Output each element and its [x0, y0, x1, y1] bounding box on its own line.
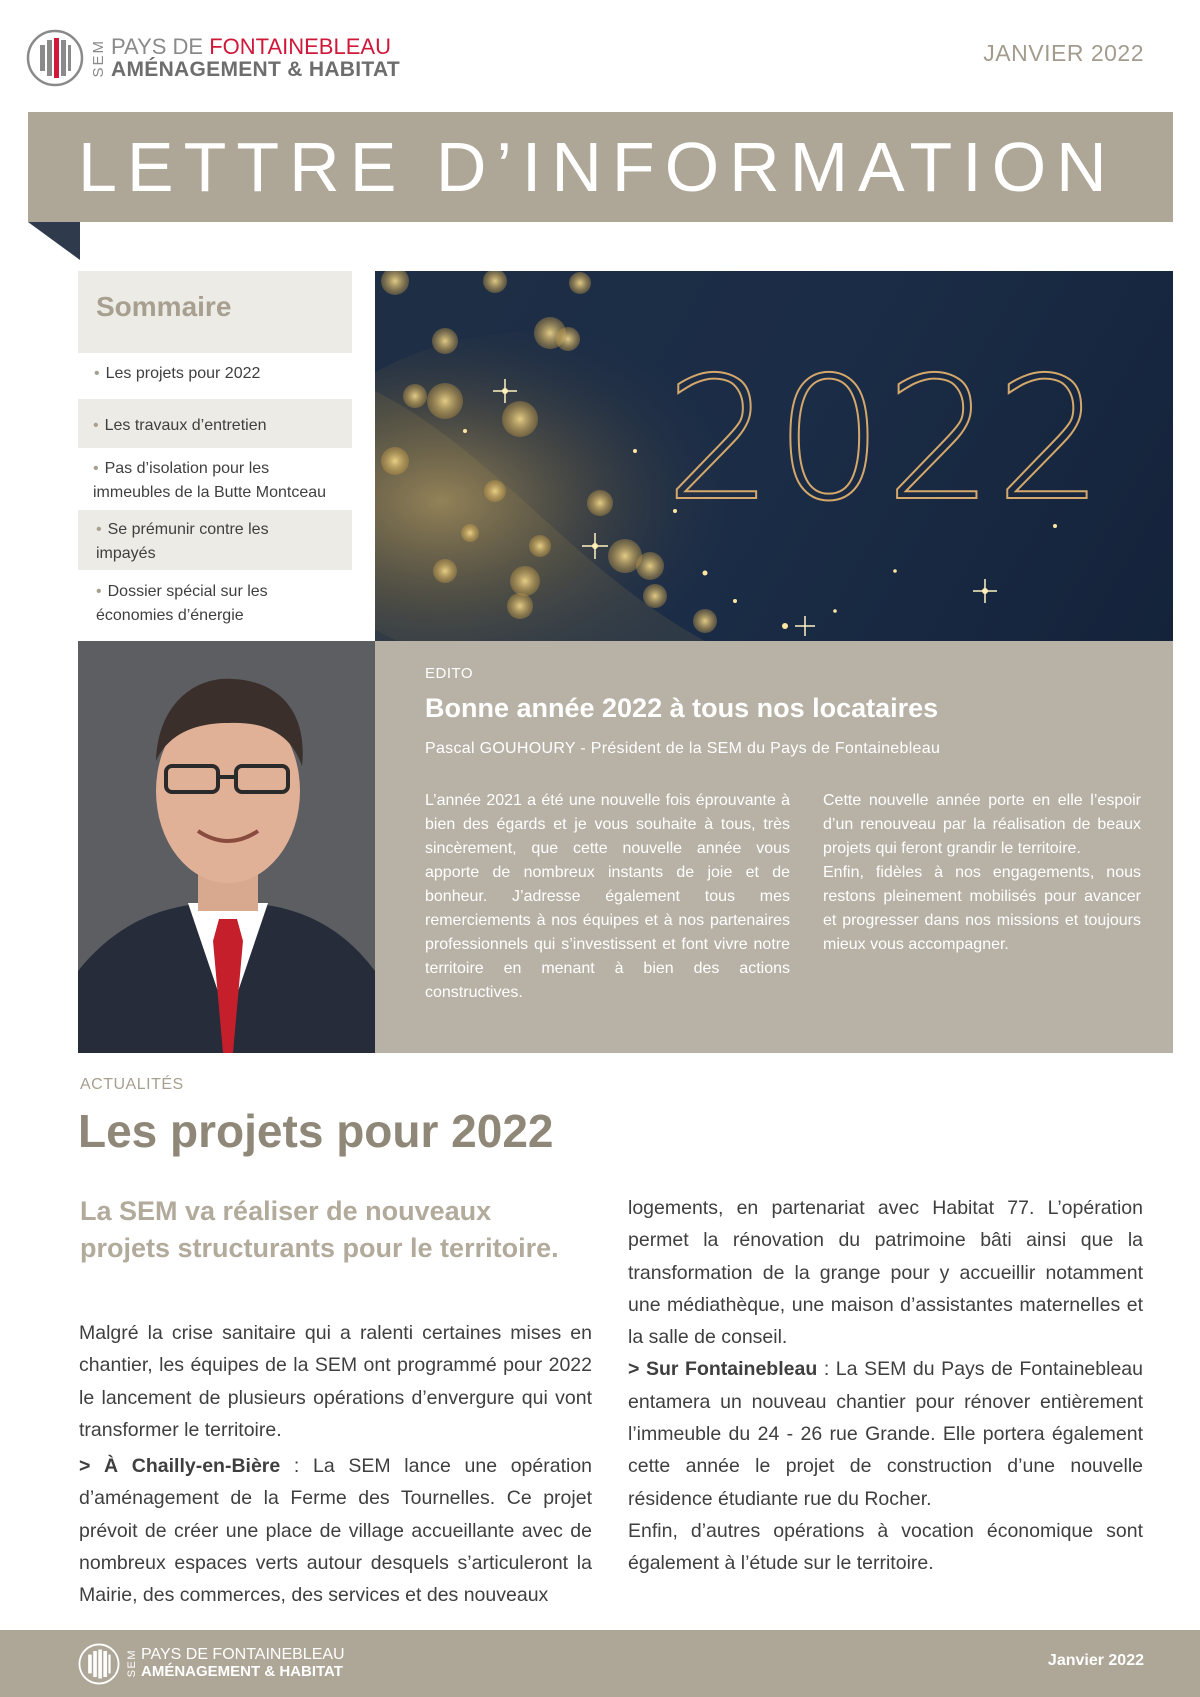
year-graphic: 2022 [665, 341, 1106, 539]
bullet-icon: • [94, 365, 100, 382]
sommaire-header [78, 271, 352, 353]
sommaire-item-energie[interactable] [78, 580, 352, 628]
sommaire-item-label: Les projets pour 2022 [105, 365, 261, 382]
logo-sem-label: SEM [90, 38, 107, 78]
sommaire-item-label: Dossier spécial sur les économies d’énergie [96, 583, 268, 624]
footer-logo-line-1: PAYS DE FONTAINEBLEAU [141, 1646, 345, 1664]
sommaire-title: Sommaire [96, 291, 232, 322]
sommaire-item-projets[interactable] [78, 362, 352, 386]
logo-line-2: AMÉNAGEMENT & HABITAT [111, 57, 400, 81]
edito-column-left [425, 789, 790, 1005]
newsletter-title: LETTRE D’INFORMATION [78, 128, 1117, 206]
bullet-icon: • [96, 583, 102, 600]
bullet-icon: • [93, 460, 99, 477]
article-title: Les projets pour 2022 [78, 1105, 554, 1157]
location-lead: > À Chailly-en-Bière [79, 1455, 281, 1478]
article-column-left [79, 1317, 592, 1612]
article-subhead: La SEM va réaliser de nouveaux projets structurants pour le territoire. [80, 1196, 559, 1263]
portrait-illustration [78, 641, 375, 1053]
publisher-logo [26, 26, 406, 90]
article-column-right [628, 1192, 1143, 1580]
president-portrait-photo [78, 641, 375, 1053]
title-banner [28, 112, 1173, 222]
bullet-icon: • [93, 417, 99, 434]
article-paragraph: Malgré la crise sanitaire qui a ralenti certaines mises en chantier, les équipes de la SEM ont programmé pour 2022 le lancement de plusieurs opérations d’envergure qui vont transformer le territoire. [79, 1322, 592, 1441]
footer-date: Janvier 2022 [1047, 1652, 1144, 1669]
bullet-icon: • [96, 521, 102, 538]
edito-column-right [823, 789, 1141, 957]
banner-fold-decoration [28, 222, 80, 260]
section-kicker: ACTUALITÉS [80, 1076, 184, 1093]
article-paragraph: Enfin, d’autres opérations à vocation économique sont également à l’étude sur le territoire. [628, 1519, 1143, 1575]
edito-paragraph: L’année 2021 a été une nouvelle fois éprouvante à bien des égards et je vous souhaite à tous, très sincèrement, que cette nouvelle année vous apporte de nombreux instants de joie et de bonheur. J’adresse également tous mes remerciements à nos équipes et à nos partenaires professionnels qui s’investissent et font vivre notre territoire en menant à bien des actions constructives. [425, 792, 790, 1001]
sommaire-item-travaux[interactable] [78, 399, 352, 448]
edito-paragraph: Enfin, fidèles à nos engagements, nous restons pleinement mobilisés pour avancer et progresser dans nos missions et toujours mieux vous accompagner. [823, 864, 1141, 953]
issue-date: JANVIER 2022 [983, 40, 1144, 66]
page-footer [0, 1630, 1200, 1697]
new-year-image [375, 271, 1173, 641]
sommaire-item-label: Pas d’isolation pour les immeubles de la Butte Montceau [93, 460, 327, 501]
edito-section [375, 641, 1173, 1053]
footer-logo [78, 1643, 345, 1685]
footer-sem-label: SEM [126, 1649, 138, 1678]
sommaire-item-label: Se prémunir contre les impayés [96, 521, 269, 562]
article-paragraph: > À Chailly-en-Bière : La SEM lance une opération d’aménagement de la Ferme des Tournelles. Ce projet prévoit de créer une place de village accueillante avec de nombreux espaces verts autour desquels s’articuleront la Mairie, des commerces, des services et des nouveaux [79, 1455, 593, 1607]
edito-paragraph: Cette nouvelle année porte en elle l’espoir d’un renouveau par la réalisation de beaux projets qui feront grandir le territoire. [823, 792, 1141, 857]
sommaire-item-impayes[interactable] [78, 510, 352, 570]
edito-author: Pascal GOUHOURY - Président de la SEM du Pays de Fontainebleau [425, 740, 941, 757]
sommaire-item-label: Les travaux d’entretien [104, 417, 267, 434]
sem-logo-icon [26, 29, 84, 87]
article-paragraph-continued: logements, en partenariat avec Habitat 77. L’opération permet la rénovation du patrimoine bâti ainsi que la transformation de la grange pour y accueillir notamment une médiathèque, une maison d’assistantes maternelles et la salle de conseil. [628, 1197, 1143, 1349]
sem-logo-icon [78, 1643, 120, 1685]
edito-title: Bonne année 2022 à tous nos locataires [425, 693, 939, 723]
footer-logo-line-2: AMÉNAGEMENT & HABITAT [141, 1663, 343, 1681]
location-lead: > Sur Fontainebleau [628, 1358, 818, 1381]
sommaire-item-isolation[interactable] [78, 457, 352, 505]
edito-kicker: EDITO [425, 665, 474, 682]
article-paragraph: > Sur Fontainebleau : La SEM du Pays de Fontainebleau entamera un nouveau chantier pour rénover entièrement l’immeuble du 24 - 26 rue Grande. Elle portera également cette année le projet de construction d’une nouvelle résidence étudiante rue du Rocher. [628, 1358, 1143, 1510]
logo-line-1: PAYS DE FONTAINEBLEAU [111, 34, 391, 60]
